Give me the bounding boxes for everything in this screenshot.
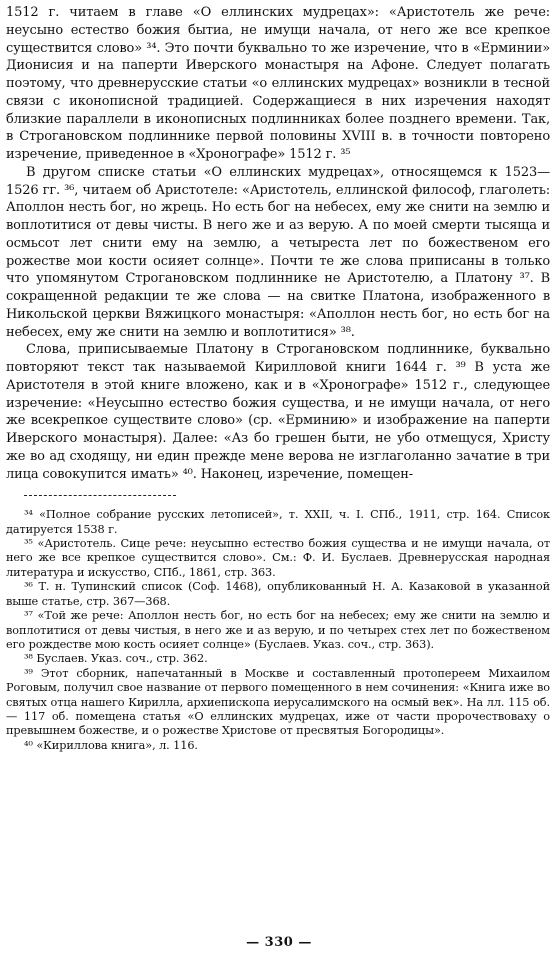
main-text [6,4,550,483]
paragraph-3: Слова, приписываемые Платону в Строгановском подлиннике, буквально повторяют текст так называемой Кирилловой книги 1644 г. ³⁹ В уста же Аристотеля в этой книге вложено, как и в «Хронографе» 1512 г., следующее изречение: «Неусыпно естество божия существа, и не имущи начала, от него же всекрепкое существите слово» (ср. «Ерминию» и изображение на паперти Иверского монастыря). Далее: «Аз бо грешен быти, не убо отмещуся, Христу же во ад сходящу, ни един прежде мене верова не изглаголанно зачатие в три лица совокупится имать» ⁴⁰. Наконец, изречение, помещен- [6,342,550,482]
footnote-34: ³⁴ «Полное собрание русских летописей», т. XXII, ч. I. СПб., 1911, стр. 164. Список датируется 1538 г. [6,508,550,536]
footnote-37: ³⁷ «Той же рече: Аполлон несть бог, но есть бог на небесех; ему же снити на землю и воплотитися от девы чистыя, в него же и аз верую, и по четырех стех лет по божественом его рождестве мою кость осияет солнце» (Буслаев. Указ. соч., стр. 363). [6,609,550,651]
footnote-36: ³⁶ Т. н. Тупинский список (Соф. 1468), опубликованный Н. А. Казаковой в указанной выше статье, стр. 367—368. [6,580,550,608]
footnotes [6,508,550,753]
footnote-38: ³⁸ Буслаев. Указ. соч., стр. 362. [24,652,208,666]
page-number: — 330 — [246,935,312,950]
paragraph-2: В другом списке статьи «О еллинских мудрецах», относящемся к 1523—1526 гг. ³⁶, читаем об Аристотеле: «Аристотель, еллинской философ, глаголеть: Аполлон несть бог, но жрець. Но есть бог на небесех, ему же снити на землю и воплотитися от девы чисты. В него же и аз верую. А по моей смерти тысяща и осмьсот лет снити ему на землю, а четыреста лет по божественом его рожестве мои кости осияет солнце». Почти те же слова приписаны в только что упомянутом Строгановском подлиннике не Аристотелю, а Платону ³⁷. В сокращенной редакции те же слова — на свитке Платона, изображенного в Никольской церкви Вяжицкого монастыря: «Аполлон несть бог, но есть бог на небесех, ему же снити на землю и воплотитися» ³⁸. [6,164,550,340]
footnote-40: ⁴⁰ «Кириллова книга», л. 116. [24,738,198,752]
paragraph-1: 1512 г. читаем в главе «О еллинских мудрецах»: «Аристотель же рече: неусыно естество божия бытиа, не имущи начала, от него же все крепкое существится слово» ³⁴. Это почти буквально то же изречение, что в «Ерминии» Дионисия и на паперти Иверского монастыря на Афоне. Следует полагать поэтому, что древнерусские статьи «о еллинских мудрецах» возникли в тесной связи с иконописной традицией. Содержащиеся в них изречения находят близкие параллели в иконописных подлинниках более позднего времени. Так, в Строгановском подлиннике первой половины XVIII в. в точности повторено изречение, приведенное в «Хронографе» 1512 г. ³⁵ [6,5,550,162]
footnote-39: ³⁹ Этот сборник, напечатанный в Москве и составленный протопереем Михаилом Роговым, получил свое название от первого помещенного в нем сочинения: «Книга иже во святых отца нашего Кирилла, архиепископа иерусалимского на осмый век». На лл. 115 об. — 117 об. помещена статья «О еллинских мудрецах, иже от части пророчествоваху о превышнем божестве, и о рожестве Христове от пресвятыя Богородицы». [6,666,550,738]
footnote-35: ³⁵ «Аристотель. Сице рече: неусыпно естество божия существа и не имущи начала, от него же все крепкое существится слово». См.: Ф. И. Буслаев. Древнерусская народная литература и искусство, СПб., 1861, стр. 363. [6,537,550,579]
footnote-separator [24,495,176,496]
